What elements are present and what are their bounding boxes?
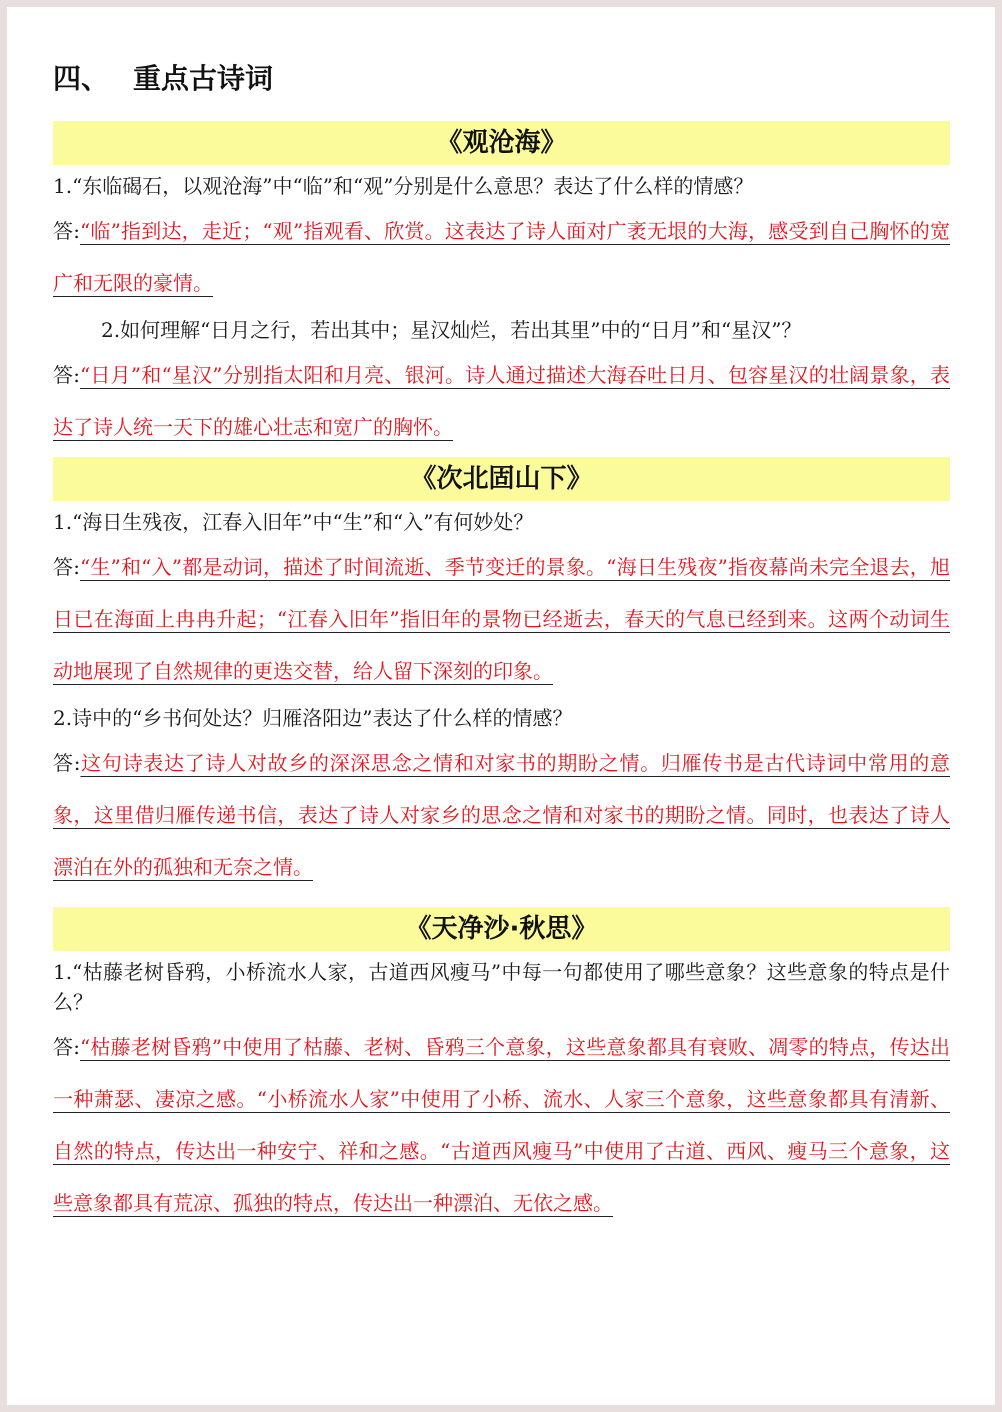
answer (53, 541, 950, 697)
section-gap (53, 897, 950, 907)
document-page (7, 7, 995, 1405)
answer (53, 349, 950, 453)
answer-prefix: 答: (53, 219, 80, 243)
answer-prefix: 答: (53, 363, 80, 387)
answer-text: “生”和“入”都是动词，描述了时间流逝、季节变迁的景象。“海日生残夜”指夜幕尚未完全退去，旭日已在海面上冉冉升起；“江春入旧年”指旧年的景物已经逝去，春天的气息已经到来。这两个动词生动地展现了自然规律的更迭交替，给人留下深刻的印象。 (53, 555, 950, 683)
answer (53, 1021, 950, 1229)
answer-text: “日月”和“星汉”分别指太阳和月亮、银河。诗人通过描述大海吞吐日月、包容星汉的壮阔景象，表达了诗人统一天下的雄心壮志和宽广的胸怀。 (53, 363, 950, 439)
poem-title-guancanghai: 《观沧海》 (53, 121, 950, 165)
poem-title-tianjingsha: 《天净沙·秋思》 (53, 907, 950, 951)
answer-text: “临”指到达，走近；“观”指观看、欣赏。这表达了诗人面对广袤无垠的大海，感受到自己胸怀的宽广和无限的豪情。 (53, 219, 950, 295)
answer-text: “枯藤老树昏鸦”中使用了枯藤、老树、昏鸦三个意象，这些意象都具有衰败、凋零的特点，传达出一种萧瑟、凄凉之感。“小桥流水人家”中使用了小桥、流水、人家三个意象，这些意象都具有清新、自然的特点，传达出一种安宁、祥和之感。“古道西风瘦马”中使用了古道、西风、瘦马三个意象，这些意象都具有荒凉、孤独的特点，传达出一种漂泊、无依之感。 (53, 1035, 950, 1215)
answer-prefix: 答: (53, 751, 81, 775)
section-title-text: 重点古诗词 (133, 62, 274, 95)
question: 1.“东临碣石，以观沧海”中“临”和“观”分别是什么意思？表达了什么样的情感？ (53, 174, 754, 198)
answer-prefix: 答: (53, 555, 80, 579)
question: 1.“海日生残夜，江春入旧年”中“生”和“入”有何妙处？ (53, 510, 534, 534)
section-number: 四、 (53, 62, 110, 95)
poem-title-cibeigushanxia: 《次北固山下》 (53, 457, 950, 501)
document-content (53, 57, 950, 1233)
answer (53, 737, 950, 893)
page-title (53, 57, 950, 101)
answer (53, 205, 950, 309)
question: 1.“枯藤老树昏鸦，小桥流水人家，古道西风瘦马”中每一句都使用了哪些意象？这些意象的特点是什么？ (53, 960, 950, 1014)
question: 2.诗中的“乡书何处达？归雁洛阳边”表达了什么样的情感？ (53, 706, 573, 730)
answer-text: 这句诗表达了诗人对故乡的深深思念之情和对家书的期盼之情。归雁传书是古代诗词中常用的意象，这里借归雁传递书信，表达了诗人对家乡的思念之情和对家书的期盼之情。同时，也表达了诗人漂泊在外的孤独和无奈之情。 (53, 751, 950, 879)
question: 2.如何理解“日月之行，若出其中；星汉灿烂，若出其里”中的“日月”和“星汉”？ (101, 318, 802, 342)
answer-prefix: 答: (53, 1035, 80, 1059)
